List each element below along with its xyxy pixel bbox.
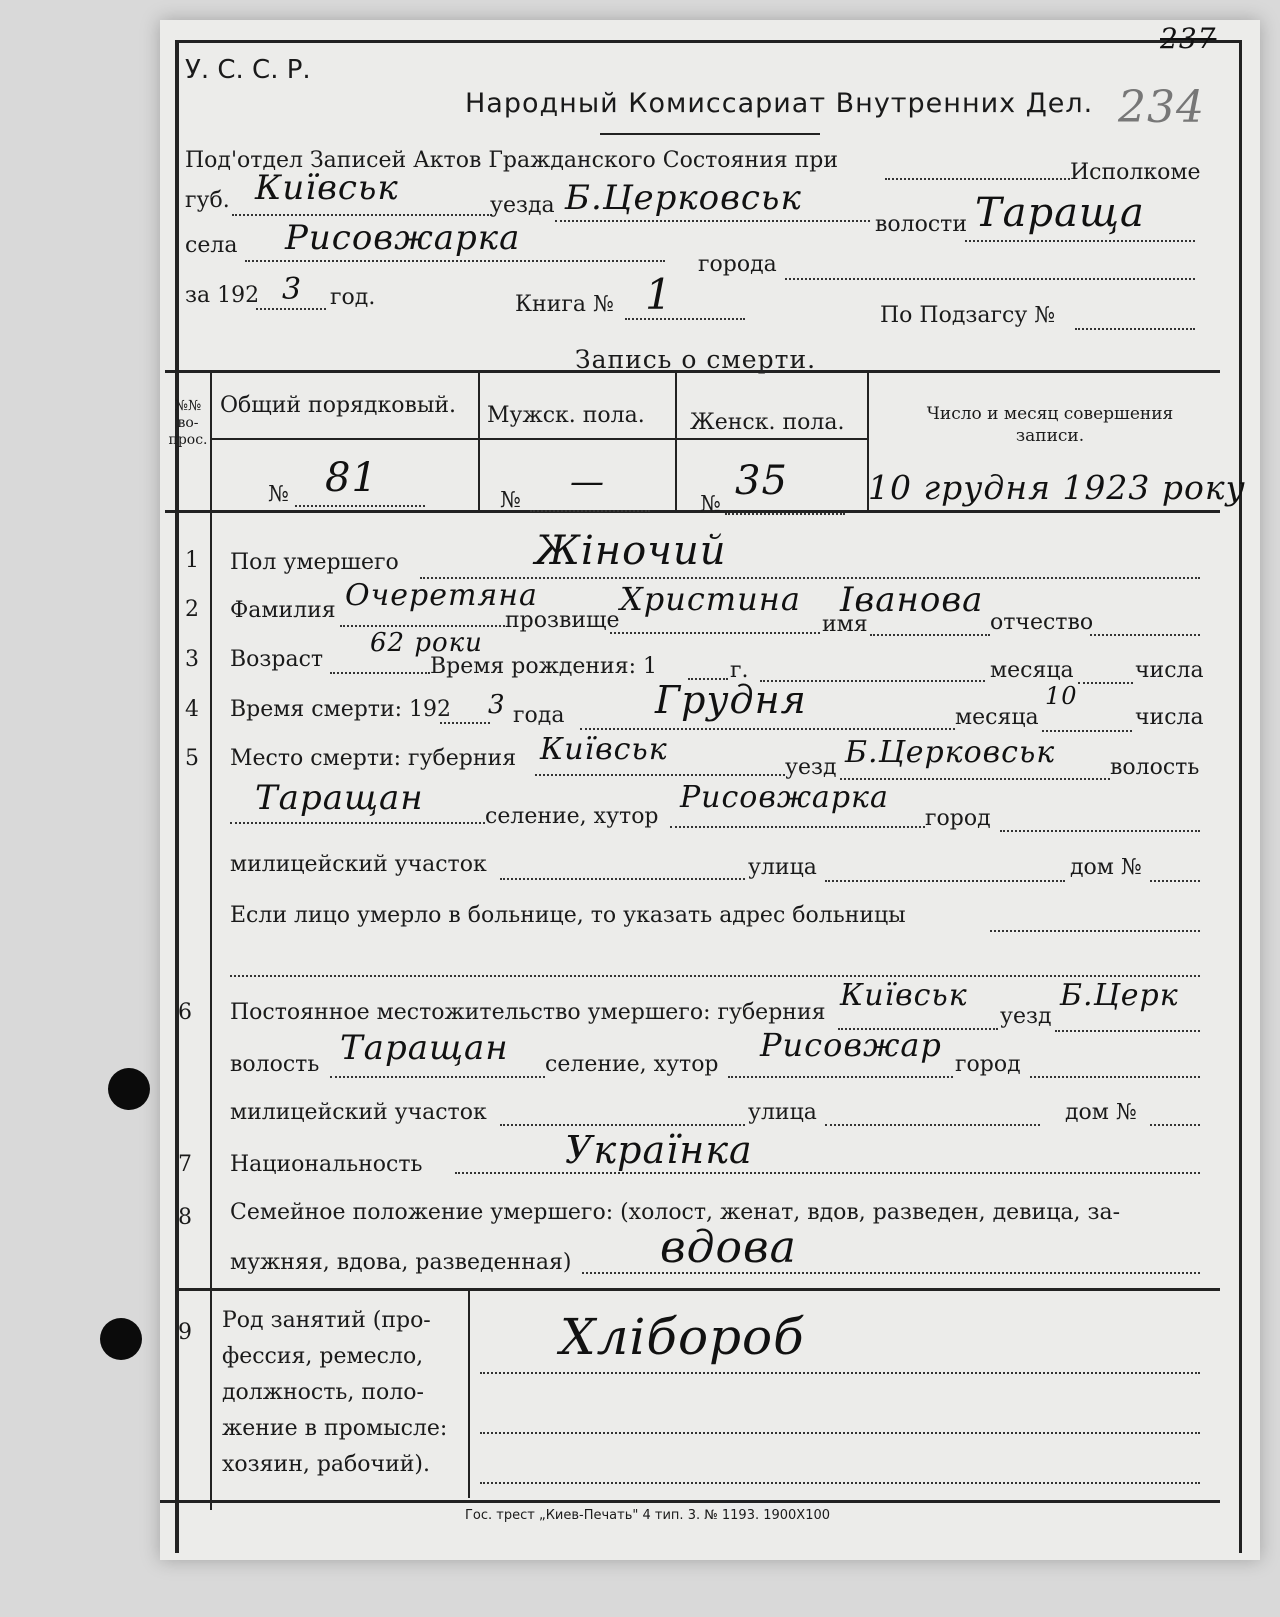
dots (340, 625, 505, 627)
row-num-8: 8 (178, 1205, 192, 1230)
sex-label: Пол умершего (230, 550, 399, 575)
dots (295, 505, 425, 507)
male-no-label: № (500, 488, 521, 513)
dots (1090, 634, 1200, 636)
age-label: Возраст (230, 647, 324, 672)
column-divider-1 (478, 370, 480, 510)
col-date-header: Число и месяц совершения записи. (926, 404, 1174, 446)
ispolkom-label: Исполкоме (1070, 160, 1201, 185)
dots (455, 1172, 1200, 1174)
occupation-value: Хлібороб (560, 1308, 805, 1366)
dots (728, 1076, 953, 1078)
female-no-value: 35 (735, 458, 788, 504)
occupation-label-5: хозяин, рабочий). (222, 1452, 430, 1477)
male-no-value: — (570, 462, 605, 502)
death-gorod-label: город (925, 806, 991, 831)
death-day-label: числа (1135, 705, 1204, 730)
col-num-header: №№ во-прос. (168, 398, 208, 448)
dots (480, 1432, 1200, 1434)
title-underline (600, 133, 820, 135)
dots (1042, 730, 1132, 732)
dots (232, 214, 492, 216)
death-year-value: 3 (488, 690, 506, 720)
nickname-label: прозвище (505, 608, 620, 633)
death-dom-label: дом № (1070, 855, 1142, 880)
dots (555, 220, 870, 222)
commissariat-title: Народный Комиссариат Внутренних Дел. (465, 88, 1094, 119)
marital-value: вдова (660, 1222, 797, 1273)
year-suffix: год. (330, 285, 376, 310)
hospital-label: Если лицо умерло в больнице, то указать адрес больницы (230, 903, 906, 928)
residence-dom-label: дом № (1065, 1100, 1137, 1125)
page-number: 234 (1118, 82, 1205, 133)
dots (530, 510, 650, 512)
residence-ulica-label: улица (748, 1100, 817, 1125)
dots (625, 318, 745, 320)
volost-label: волости (875, 212, 968, 237)
residence-uezd-value: Б.Церк (1060, 978, 1179, 1013)
dots (230, 975, 1200, 977)
col-general-header: Общий порядковый. (220, 393, 457, 418)
dots (480, 1372, 1200, 1374)
year-value: 3 (282, 272, 303, 307)
nickname-value: Христина (620, 580, 801, 618)
death-day-value: 10 (1045, 682, 1078, 710)
row-num-6: 6 (178, 1000, 192, 1025)
marital-label: Семейное положение умершего: (холост, женат, вдов, разведен, девица, за- (230, 1200, 1121, 1225)
death-uezd-value: Б.Церковськ (845, 735, 1056, 770)
dots (500, 1124, 745, 1126)
column-divider-2 (675, 370, 677, 510)
record-title: Запись о смерти. (575, 345, 817, 374)
birth-label: Время рождения: 1 (430, 654, 657, 679)
uezd-label: уезда (490, 193, 555, 218)
dots (965, 240, 1195, 242)
death-selenie-label: селение, хутор (485, 804, 659, 829)
subdept-line: Под'отдел Записей Актов Гражданского Состояния при (185, 148, 839, 173)
goroda-label: города (698, 252, 777, 277)
occupation-label-4: жение в промысле: (222, 1416, 448, 1441)
punch-hole-bottom (100, 1318, 142, 1360)
surname-label: Фамилия (230, 598, 336, 623)
sela-value: Рисовжарка (285, 218, 521, 258)
marital-label-2: мужняя, вдова, разведенная) (230, 1250, 572, 1275)
death-volost-label: волость (1110, 755, 1200, 780)
patronymic-label: отчество (990, 610, 1094, 635)
death-ulica-label: улица (748, 855, 817, 880)
death-time-label: Время смерти: 192 (230, 697, 452, 722)
female-no-label: № (700, 492, 721, 517)
printer-footer: Гос. трест „Киев-Печать" 4 тип. 3. № 1193. 1900Х100 (465, 1508, 831, 1523)
dots (885, 178, 1070, 180)
republic-label: У. С. С. Р. (185, 55, 311, 85)
residence-volost-value: Таращан (340, 1028, 509, 1068)
old-page-number: 237 (1160, 22, 1217, 55)
dots (535, 774, 785, 776)
dots (230, 822, 485, 824)
death-gub-value: Київськ (540, 732, 668, 767)
death-uezd-label: уезд (785, 755, 837, 780)
occupation-label-3: должность, поло- (222, 1380, 424, 1405)
podzags-label: По Подзагсу № (880, 303, 1056, 328)
residence-label: Постоянное местожительство умершего: губерния (230, 1000, 826, 1025)
residence-milic-label: милицейский участок (230, 1100, 487, 1125)
table-bottom-line (165, 510, 1220, 513)
book-value: 1 (645, 270, 673, 319)
birth-year-suffix: г. (730, 658, 749, 683)
dots (1078, 682, 1133, 684)
record-date-value: 10 грудня 1923 року (868, 468, 1246, 507)
death-volost-value: Таращан (255, 778, 424, 818)
residence-selenie-label: селение, хутор (545, 1052, 719, 1077)
book-label: Книга № (515, 292, 614, 317)
general-no-value: 81 (325, 455, 378, 501)
row9-top-line (178, 1288, 1220, 1291)
form-bottom-line (160, 1500, 1220, 1503)
row9-divider (468, 1288, 470, 1498)
birth-day-label: числа (1135, 658, 1204, 683)
row-num-1: 1 (185, 548, 199, 573)
dots (256, 308, 326, 310)
dots (480, 1482, 1200, 1484)
row-num-4: 4 (185, 697, 199, 722)
table-top-line (165, 370, 1220, 373)
dots (500, 878, 745, 880)
dots (1055, 1030, 1200, 1032)
dots (670, 826, 925, 828)
birth-month-label: месяца (990, 658, 1074, 683)
death-month-value: Грудня (655, 678, 807, 722)
nationality-value: Українка (565, 1128, 753, 1172)
general-no-label: № (268, 482, 289, 507)
residence-gorod-label: город (955, 1052, 1021, 1077)
gub-label: губ. (185, 188, 230, 213)
row-num-5: 5 (185, 746, 199, 771)
dots (580, 728, 955, 730)
gub-value: Київськ (255, 168, 399, 208)
dots (825, 1124, 1040, 1126)
dots (440, 722, 490, 724)
dots (610, 632, 820, 634)
dots (825, 880, 1065, 882)
row-num-7: 7 (178, 1152, 192, 1177)
name-label: имя (822, 612, 868, 637)
residence-uezd-label: уезд (1000, 1004, 1052, 1029)
dots (1150, 1124, 1200, 1126)
death-year-suffix: года (513, 703, 565, 728)
death-place-label: Место смерти: губерния (230, 746, 517, 771)
dots (785, 278, 1195, 280)
dots (990, 930, 1200, 932)
year-label: за 192 (185, 283, 260, 308)
dots (1075, 328, 1195, 330)
col-female-header: Женск. пола. (690, 410, 845, 435)
dots (870, 634, 990, 636)
col-male-header: Мужск. пола. (487, 403, 645, 428)
sex-value: Жіночий (535, 528, 727, 574)
row-num-9: 9 (178, 1320, 192, 1345)
volost-value: Тараща (975, 190, 1145, 236)
dots (1000, 830, 1200, 832)
dots (1150, 880, 1200, 882)
nationality-label: Национальность (230, 1152, 423, 1177)
table-header-sep (210, 438, 867, 440)
name-value: Іванова (840, 580, 984, 620)
age-value: 62 роки (370, 628, 483, 658)
dots (330, 1076, 545, 1078)
uezd-value: Б.Церковськ (565, 178, 802, 218)
dots (725, 513, 845, 515)
occupation-label-2: фессия, ремесло, (222, 1344, 424, 1369)
death-selo-value: Рисовжарка (680, 780, 889, 815)
death-milic-label: милицейский участок (230, 852, 487, 877)
sela-label: села (185, 233, 238, 258)
residence-volost-label: волость (230, 1052, 320, 1077)
column-divider-num (210, 370, 212, 1510)
dots (1030, 1076, 1200, 1078)
occupation-label-1: Род занятий (про- (222, 1308, 431, 1333)
row-num-3: 3 (185, 647, 199, 672)
residence-gub-value: Київськ (840, 978, 968, 1013)
death-month-label: месяца (955, 705, 1039, 730)
dots (245, 260, 665, 262)
dots (330, 672, 430, 674)
punch-hole-top (108, 1068, 150, 1110)
surname-value: Очеретяна (345, 578, 538, 613)
residence-selo-value: Рисовжар (760, 1026, 942, 1064)
row-num-2: 2 (185, 597, 199, 622)
